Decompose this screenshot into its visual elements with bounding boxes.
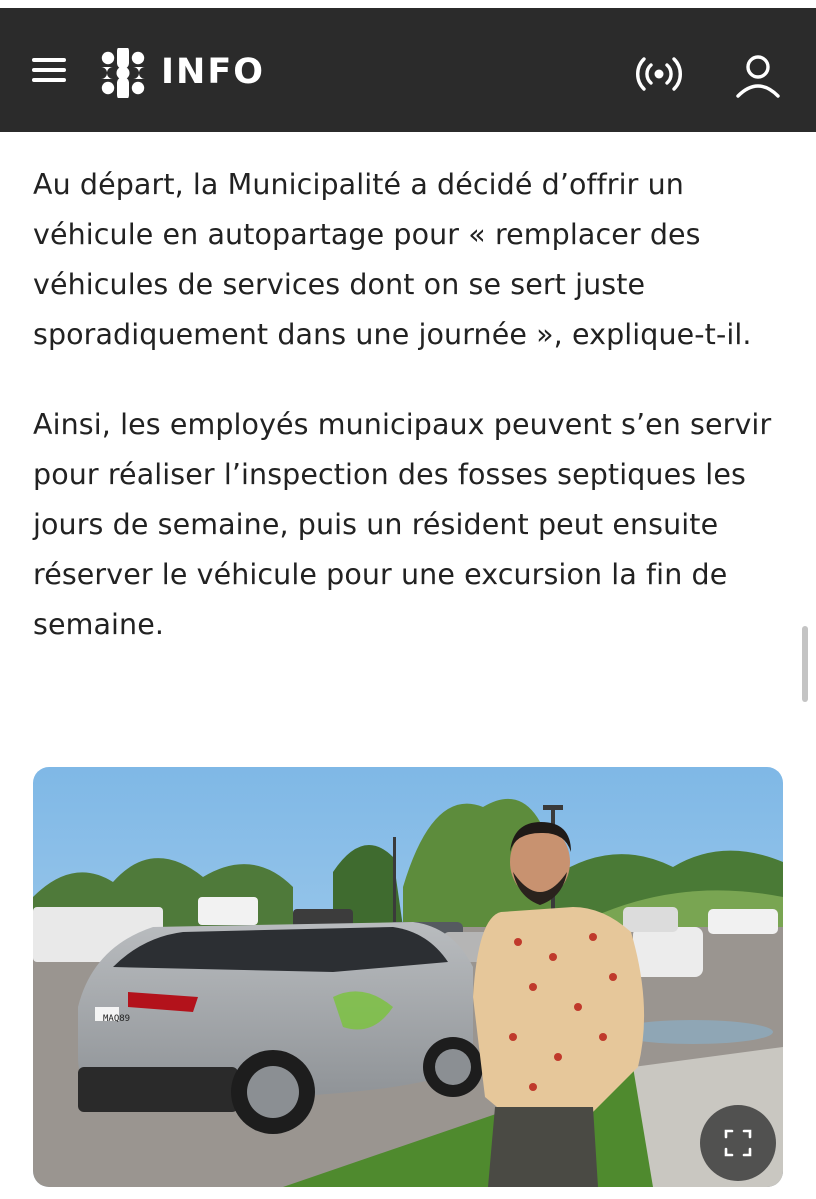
license-plate: MAQ89: [103, 1014, 131, 1024]
site-header: [0, 8, 816, 132]
brand-name[interactable]: INFO: [161, 52, 265, 92]
expand-fullscreen-button[interactable]: [700, 1105, 776, 1181]
live-broadcast-icon[interactable]: [634, 52, 684, 96]
user-profile-icon[interactable]: [732, 52, 784, 104]
hamburger-menu-icon[interactable]: [30, 52, 68, 86]
expand-fullscreen-icon: [700, 1105, 776, 1181]
gem-logo-icon[interactable]: [98, 48, 148, 98]
article-paragraph: Au départ, la Municipalité a décidé d’offrir un véhicule en autopartage pour « remplacer des véhicules de services dont on se sert juste sporadiquement dans une journée », explique-t-il.: [33, 168, 752, 351]
status-area: [0, 0, 816, 8]
article-photo: [33, 767, 783, 1187]
article-paragraph: Ainsi, les employés municipaux peuvent s’en servir pour réaliser l’inspection des fosses septiques les jours de semaine, puis un résident peut ensuite réserver le véhicule pour une excursion la fin de semaine.: [33, 408, 772, 641]
article-body: [33, 160, 783, 650]
page-scrollbar[interactable]: [802, 626, 808, 702]
